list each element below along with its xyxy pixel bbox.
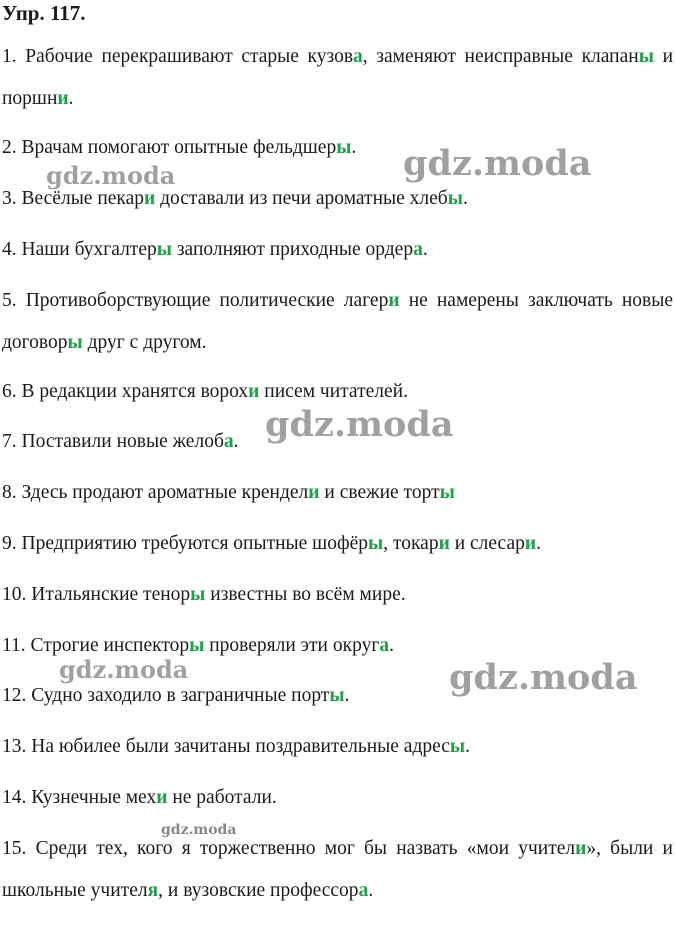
sentence-text: », были и школьные учител: [2, 838, 673, 901]
sentence-text: .: [422, 239, 428, 260]
highlighted-ending: и: [144, 188, 156, 209]
sentence-text: , заменяют неисправные клапан: [362, 46, 639, 67]
highlighted-ending: ы: [447, 188, 463, 209]
sentence-text: .: [536, 533, 541, 554]
watermark-logo: gdz.moda: [161, 822, 237, 838]
sentence-text: 12. Судно заходило в заграничные порт: [2, 685, 330, 706]
highlighted-ending: и: [575, 838, 587, 859]
sentence-text: доставали из печи ароматные хлеб: [155, 188, 448, 209]
highlighted-ending: и: [438, 533, 450, 554]
highlighted-ending: а: [379, 635, 390, 656]
sentence-4: [2, 229, 673, 271]
sentence-5: [2, 280, 673, 364]
sentence-13: [2, 726, 673, 768]
sentence-text: 7. Поставили новые желоб: [2, 431, 224, 452]
sentence-text: .: [68, 88, 74, 109]
highlighted-ending: ы: [449, 736, 466, 757]
sentence-text: .: [351, 137, 357, 158]
sentence-text: 1. Рабочие перекрашивают старые кузов: [2, 46, 354, 67]
highlighted-ending: ы: [336, 137, 352, 158]
sentence-text: 10. Итальянские тенор: [2, 584, 191, 605]
sentence-text: известны во всём мире.: [205, 584, 406, 605]
highlighted-ending: и: [524, 533, 537, 554]
sentence-text: 13. На юбилее были зачитаны поздравительные адрес: [2, 736, 450, 757]
highlighted-ending: и: [57, 88, 69, 109]
highlighted-ending: а: [358, 880, 369, 901]
sentence-9: [2, 523, 673, 565]
sentence-text: 14. Кузнечные мех: [2, 787, 157, 808]
sentence-text: , и вузовские профессор: [158, 880, 359, 901]
sentence-text: 3. Весёлые пекар: [2, 188, 144, 209]
highlighted-ending: ы: [67, 332, 83, 353]
sentence-text: заполняют приходные ордер: [171, 239, 414, 260]
sentence-text: не намерены заключать новые договор: [2, 290, 674, 353]
sentence-15: [2, 828, 673, 912]
highlighted-ending: и: [388, 290, 400, 311]
highlighted-ending: ы: [190, 584, 206, 605]
watermark-logo: gdz.moda: [265, 404, 454, 445]
sentence-10: [2, 574, 673, 616]
sentence-text: .: [344, 685, 350, 706]
sentence-text: .: [233, 431, 239, 452]
highlighted-ending: ы: [439, 482, 455, 503]
highlighted-ending: и: [156, 787, 168, 808]
watermark-logo: gdz.moda: [403, 143, 592, 184]
sentence-8: [2, 472, 673, 514]
sentence-text: не работали.: [167, 787, 277, 808]
sentence-text: писем читателей.: [259, 381, 408, 402]
sentence-text: .: [465, 736, 471, 757]
highlighted-ending: ы: [638, 46, 654, 67]
sentence-text: .: [462, 188, 468, 209]
highlighted-ending: ы: [329, 685, 345, 706]
sentence-text: и свежие торт: [319, 482, 440, 503]
highlighted-ending: ы: [189, 635, 205, 656]
sentence-text: друг с другом.: [82, 332, 207, 353]
highlighted-ending: ы: [368, 533, 384, 554]
sentence-1: [2, 36, 673, 120]
sentence-text: 11. Строгие инспектор: [2, 635, 190, 656]
sentence-text: 2. Врачам помогают опытные фельдшер: [2, 137, 337, 158]
sentence-text: проверяли эти округ: [204, 635, 380, 656]
sentence-text: 15. Среди тех, кого я торжественно мог бы назвать «мои учител: [2, 838, 576, 859]
sentence-text: , токар: [383, 533, 439, 554]
sentence-text: 9. Предприятию требуются опытные шофёр: [2, 533, 368, 554]
highlighted-ending: ы: [156, 239, 172, 260]
highlighted-ending: и: [248, 381, 260, 402]
highlighted-ending: и: [308, 482, 320, 503]
highlighted-ending: а: [353, 46, 363, 67]
watermark-logo: gdz.moda: [449, 657, 638, 698]
exercise-title: Упр. 117.: [2, 1, 86, 25]
highlighted-ending: а: [223, 431, 234, 452]
watermark-logo: gdz.moda: [46, 161, 176, 190]
sentence-14: [2, 777, 673, 819]
sentence-text: и поршн: [2, 46, 674, 109]
sentence-text: .: [368, 880, 374, 901]
sentence-text: 4. Наши бухгалтер: [2, 239, 157, 260]
sentence-text: .: [389, 635, 394, 656]
sentence-text: 6. В редакции хранятся ворох: [2, 381, 249, 402]
highlighted-ending: а: [413, 239, 423, 260]
sentence-text: 5. Противоборствующие политические лагер: [2, 290, 389, 311]
watermark-logo: gdz.moda: [59, 655, 189, 684]
sentence-text: 8. Здесь продают ароматные крендел: [2, 482, 309, 503]
sentence-text: и слесар: [449, 533, 525, 554]
highlighted-ending: я: [147, 880, 159, 901]
